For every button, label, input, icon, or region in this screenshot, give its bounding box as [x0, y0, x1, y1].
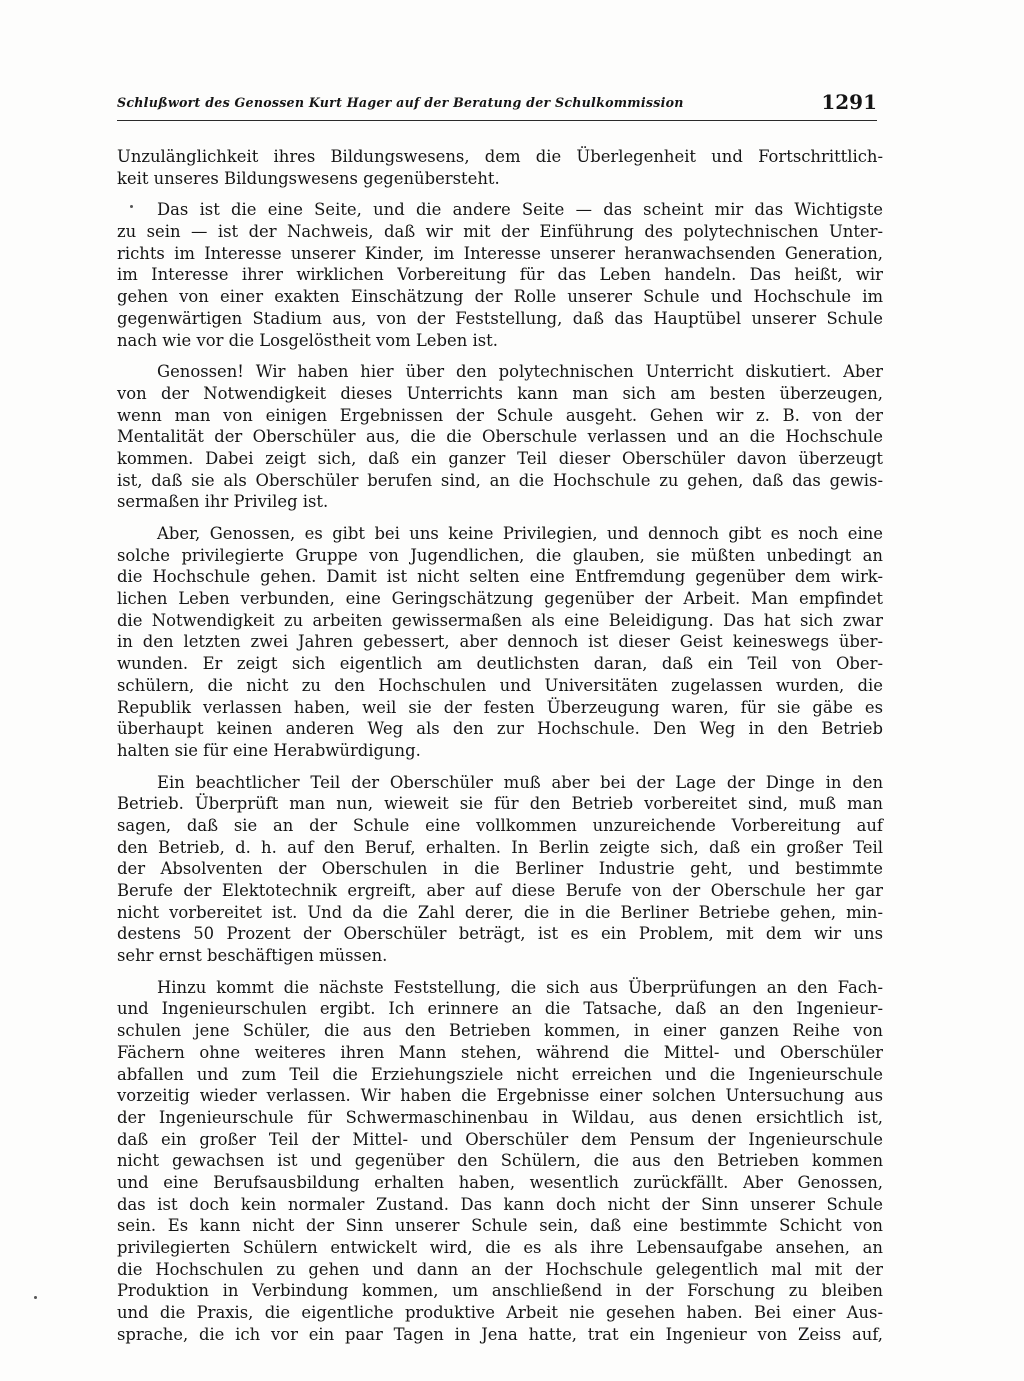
- running-header: [117, 90, 877, 121]
- text-line: das ist doch kein normaler Zustand. Das kann doch nicht der Sinn unserer Schule: [117, 1194, 883, 1214]
- text-line: nicht vorbereitet ist. Und da die Zahl derer, die in die Berliner Betriebe gehen, min-: [117, 902, 883, 922]
- text-line: von der Notwendigkeit dieses Unterrichts kann man sich am besten überzeugen,: [117, 383, 883, 403]
- text-line: Unzulänglichkeit ihres Bildungswesens, dem die Überlegenheit und Fortschrittlich-: [117, 147, 883, 166]
- paragraph-6: [117, 977, 883, 1346]
- text-line: überhaupt keinen anderen Weg als den zur Hochschule. Den Weg in den Betrieb: [117, 719, 883, 739]
- text-line: und eine Berufsausbildung erhalten haben, wesentlich zurückfällt. Aber Genossen,: [117, 1172, 883, 1192]
- text-line: Produktion in Verbindung kommen, um anschließend in der Forschung zu bleiben: [117, 1281, 883, 1301]
- text-line: wunden. Er zeigt sich eigentlich am deutlichsten daran, daß ein Teil von Ober-: [117, 654, 883, 674]
- text-line: und Ingenieurschulen ergibt. Ich erinnere an die Tatsache, daß an den Ingenieur-: [117, 999, 883, 1019]
- text-line: vorzeitig wieder verlassen. Wir haben die Ergebnisse einer solchen Untersuchung aus: [117, 1086, 883, 1106]
- scan-speck: [130, 205, 133, 208]
- body-text: [117, 146, 883, 1355]
- text-line: zu sein — ist der Nachweis, daß wir mit der Einführung des polytechnischen Unter-: [117, 222, 883, 242]
- text-line: den Betrieb, d. h. auf den Beruf, erhalten. In Berlin zeigte sich, daß ein großer Teil: [117, 837, 883, 857]
- paragraph-5: [117, 772, 883, 967]
- text-line: sein. Es kann nicht der Sinn unserer Schule sein, daß eine bestimmte Schicht von: [117, 1216, 883, 1236]
- text-line: Republik verlassen haben, weil sie der festen Überzeugung waren, für sie gäbe es: [117, 697, 883, 717]
- text-line: solche privilegierte Gruppe von Jugendlichen, die glauben, sie müßten unbedingt an: [117, 545, 883, 565]
- text-line: Betrieb. Überprüft man nun, wieweit sie für den Betrieb vorbereitet sind, muß man: [117, 794, 883, 814]
- text-line: gehen von einer exakten Einschätzung der Rolle unserer Schule und Hochschule im: [117, 287, 883, 307]
- text-line: halten sie für eine Herabwürdigung.: [117, 740, 421, 760]
- text-line: Hinzu kommt die nächste Feststellung, die sich aus Überprüfungen an den Fach-: [157, 977, 883, 997]
- text-line: Berufe der Elektotechnik ergreift, aber auf diese Berufe von der Oberschule her gar: [117, 881, 883, 900]
- paragraph-3: [117, 361, 883, 513]
- text-line: sermaßen ihr Privileg ist.: [117, 492, 329, 512]
- text-line: die Hochschule gehen. Damit ist nicht selten eine Entfremdung gegenüber dem wirk-: [117, 567, 883, 587]
- text-line: im Interesse ihrer wirklichen Vorbereitung für das Leben handeln. Das heißt, wir: [117, 265, 883, 285]
- text-line: die Hochschulen zu gehen und dann an der Hochschule gelegentlich mal mit der: [117, 1259, 883, 1279]
- text-line: nach wie vor die Losgelöstheit vom Leben ist.: [117, 330, 498, 350]
- text-line: Genossen! Wir haben hier über den polytechnischen Unterricht diskutiert. Aber: [157, 362, 883, 382]
- text-line: schülern, die nicht zu den Hochschulen und Universitäten zugelassen wurden, die: [117, 675, 883, 695]
- text-line: destens 50 Prozent der Oberschüler beträgt, ist es ein Problem, mit dem wir uns: [117, 924, 883, 944]
- text-line: der Ingenieurschule für Schwermaschinenbau in Wildau, aus denen ersichtlich ist,: [117, 1107, 883, 1127]
- text-line: wenn man von einigen Ergebnissen der Schule ausgeht. Gehen wir z. B. von der: [117, 405, 883, 425]
- text-line: Ein beachtlicher Teil der Oberschüler muß aber bei der Lage der Dinge in den: [157, 772, 883, 792]
- text-line: Fächern ohne weiteres ihren Mann stehen, während die Mittel- und Oberschüler: [117, 1042, 883, 1062]
- text-line: sagen, daß sie an der Schule eine vollkommen unzureichende Vorbereitung auf: [117, 815, 883, 835]
- text-line: die Notwendigkeit zu arbeiten gewissermaßen als eine Beleidigung. Das hat sich zwar: [117, 610, 883, 630]
- text-line: keit unseres Bildungswesens gegenübersteht.: [117, 168, 500, 188]
- text-line: nicht gewachsen ist und gegenüber den Schülern, die aus den Betrieben kommen: [117, 1151, 883, 1171]
- text-line: Aber, Genossen, es gibt bei uns keine Privilegien, und dennoch gibt es noch eine: [157, 524, 883, 543]
- text-line: sprache, die ich vor ein paar Tagen in Jena hatte, trat ein Ingenieur von Zeiss auf,: [117, 1324, 883, 1344]
- paragraph-4: [117, 523, 883, 762]
- text-line: gegenwärtigen Stadium aus, von der Feststellung, daß das Hauptübel unserer Schule: [117, 308, 883, 328]
- page-number: 1291: [821, 90, 877, 114]
- scan-speck: [34, 1296, 37, 1299]
- text-line: schulen jene Schüler, die aus den Betrieben kommen, in einer ganzen Reihe von: [117, 1021, 883, 1041]
- text-line: daß ein großer Teil der Mittel- und Oberschüler dem Pensum der Ingenieurschule: [117, 1129, 883, 1149]
- text-line: richts im Interesse unserer Kinder, im Interesse unserer heranwachsenden Generation,: [117, 243, 883, 263]
- paragraph-2: [117, 199, 883, 351]
- text-line: lichen Leben verbunden, eine Geringschätzung gegenüber der Arbeit. Man empfindet: [117, 589, 883, 609]
- text-line: privilegierten Schülern entwickelt wird, die es als ihre Lebensaufgabe ansehen, an: [117, 1238, 883, 1257]
- text-line: abfallen und zum Teil die Erziehungsziele nicht erreichen und die Ingenieurschule: [117, 1064, 883, 1084]
- text-line: in den letzten zwei Jahren gebessert, aber dennoch ist dieser Geist keineswegs über-: [117, 632, 883, 652]
- text-line: ist, daß sie als Oberschüler berufen sind, an die Hochschule zu gehen, daß das gewis-: [117, 470, 883, 490]
- text-line: Mentalität der Oberschüler aus, die die Oberschule verlassen und an die Hochschule: [117, 427, 883, 447]
- text-line: sehr ernst beschäftigen müssen.: [117, 946, 388, 966]
- text-line: Das ist die eine Seite, und die andere Seite — das scheint mir das Wichtigste: [157, 200, 883, 220]
- text-line: und die Praxis, die eigentliche produktive Arbeit nie gesehen haben. Bei einer Aus-: [117, 1303, 883, 1323]
- running-title: Schlußwort des Genossen Kurt Hager auf der Beratung der Schulkommission: [117, 95, 684, 110]
- paragraph-1: [117, 146, 883, 189]
- text-line: kommen. Dabei zeigt sich, daß ein ganzer Teil dieser Oberschüler davon überzeugt: [117, 448, 883, 468]
- text-line: der Absolventen der Oberschulen in die Berliner Industrie geht, und bestimmte: [117, 859, 883, 879]
